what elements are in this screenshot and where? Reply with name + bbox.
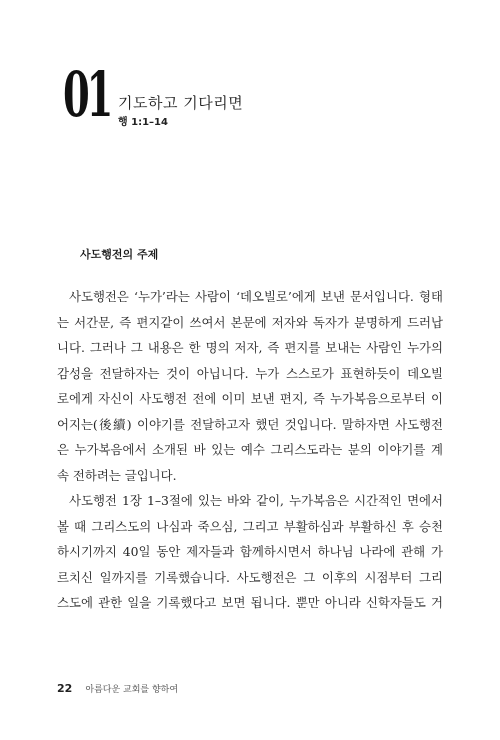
- body-text: [57, 284, 443, 616]
- text-line: 로에게 자신이 사도행전 전에 이미 보낸 편지, 즉 누가복음으로부터 이: [57, 391, 443, 406]
- text-line: 사도행전은 ‘누가’라는 사람이 ‘데오빌로’에게 보낸 문서입니다. 형태: [69, 289, 443, 304]
- chapter-title: 기도하고 기다리면: [118, 94, 244, 112]
- scripture-reference: 행 1:1–14: [118, 117, 168, 128]
- text-line: 하시기까지 40일 동안 제자들과 함께하시면서 하나님 나라에 관해 가: [57, 544, 443, 559]
- text-line: 은 누가복음에서 소개된 바 있는 예수 그리스도라는 분의 이야기를 계: [57, 442, 443, 457]
- chapter-number: 01: [63, 58, 111, 131]
- text-line: 르치신 일까지를 기록했습니다. 사도행전은 그 이후의 시점부터 그리: [57, 569, 443, 585]
- text-line: 니다. 그러나 그 내용은 한 명의 저자, 즉 편지를 보내는 사람인 누가의: [57, 340, 443, 355]
- text-line: 사도행전 1장 1–3절에 있는 바와 같이, 누가복음은 시간적인 면에서: [69, 493, 443, 508]
- text-line: 는 서간문, 즉 편지같이 쓰여서 본문에 저자와 독자가 분명하게 드러납: [57, 314, 443, 330]
- text-line: 속 전하려는 글입니다.: [57, 467, 177, 483]
- page-footer: [57, 677, 178, 696]
- text-line: 어지는(後續) 이야기를 전달하고자 했던 것입니다. 말하자면 사도행전: [57, 416, 443, 432]
- section-heading: 사도행전의 주제: [80, 248, 159, 261]
- running-title: 아름다운 교회를 향하여: [85, 685, 179, 695]
- text-line: 스도에 관한 일을 기록했다고 보면 됩니다. 뿐만 아니라 신학자들도 거: [57, 595, 443, 610]
- text-line: 볼 때 그리스도의 나심과 죽으심, 그리고 부활하심과 부활하신 후 승천: [57, 518, 443, 534]
- page-number: 22: [57, 682, 73, 695]
- text-line: 감성을 전달하자는 것이 아닙니다. 누가 스스로가 표현하듯이 데오빌: [57, 365, 443, 381]
